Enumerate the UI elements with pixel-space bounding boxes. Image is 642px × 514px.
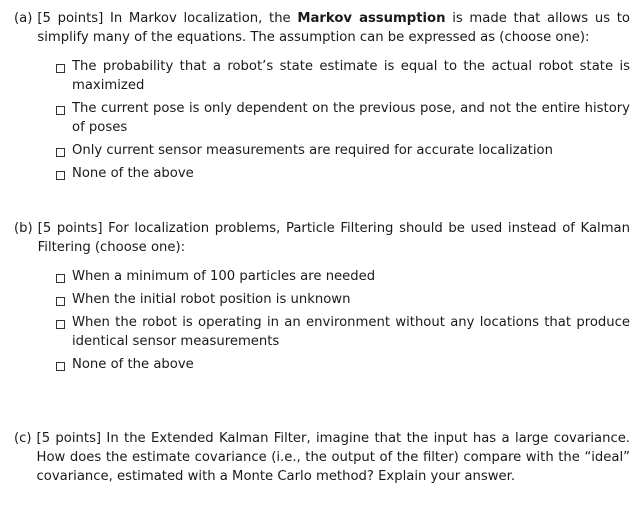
- option-item: [56, 355, 630, 374]
- question-b-options: [14, 267, 630, 374]
- question-a-header: [14, 9, 630, 47]
- question-a-text-before: [5 points] In Markov localization, the: [37, 11, 298, 26]
- question-a-text-bold: Markov assumption: [297, 11, 446, 26]
- checkbox[interactable]: [56, 64, 65, 73]
- question-b-header: [14, 219, 630, 257]
- question-b-label: (b): [14, 221, 33, 236]
- option-text: The current pose is only dependent on the previous pose, and not the entire history of poses: [72, 101, 630, 135]
- checkbox[interactable]: [56, 171, 65, 180]
- option-text: None of the above: [72, 166, 194, 181]
- option-item: [56, 141, 630, 160]
- checkbox[interactable]: [56, 320, 65, 329]
- question-a-text-after: is made that allows us to simplify many of the equations. The assumption can be expressed as (choose one):: [37, 11, 630, 45]
- checkbox[interactable]: [56, 274, 65, 283]
- question-c: [14, 429, 630, 486]
- question-a-options: [14, 57, 630, 183]
- option-item: [56, 99, 630, 137]
- option-text: When a minimum of 100 particles are needed: [72, 269, 376, 284]
- option-text: Only current sensor measurements are required for accurate localization: [72, 143, 553, 158]
- option-text: The probability that a robot’s state estimate is equal to the actual robot state is maximized: [72, 59, 630, 93]
- question-c-text: [5 points] In the Extended Kalman Filter, imagine that the input has a large covariance. How does the estimate covariance (i.e., the output of the filter) compare with the “ideal” covariance, estimated with a Monte Carlo method? Explain your answer.: [36, 431, 630, 484]
- checkbox[interactable]: [56, 106, 65, 115]
- question-b: [14, 219, 630, 378]
- option-item: [56, 267, 630, 286]
- option-item: [56, 313, 630, 351]
- option-text: When the robot is operating in an environment without any locations that produce identical sensor measurements: [72, 315, 630, 349]
- question-c-header: [14, 429, 630, 486]
- checkbox[interactable]: [56, 362, 65, 371]
- option-item: [56, 57, 630, 95]
- option-text: When the initial robot position is unknown: [72, 292, 351, 307]
- option-item: [56, 164, 630, 183]
- question-a: [14, 9, 630, 187]
- checkbox[interactable]: [56, 148, 65, 157]
- option-text: None of the above: [72, 357, 194, 372]
- question-a-text: [37, 9, 630, 47]
- option-item: [56, 290, 630, 309]
- question-a-label: (a): [14, 11, 33, 26]
- checkbox[interactable]: [56, 297, 65, 306]
- question-c-label: (c): [14, 431, 32, 446]
- question-b-text: [5 points] For localization problems, Particle Filtering should be used instead of Kalman Filtering (choose one):: [37, 221, 630, 255]
